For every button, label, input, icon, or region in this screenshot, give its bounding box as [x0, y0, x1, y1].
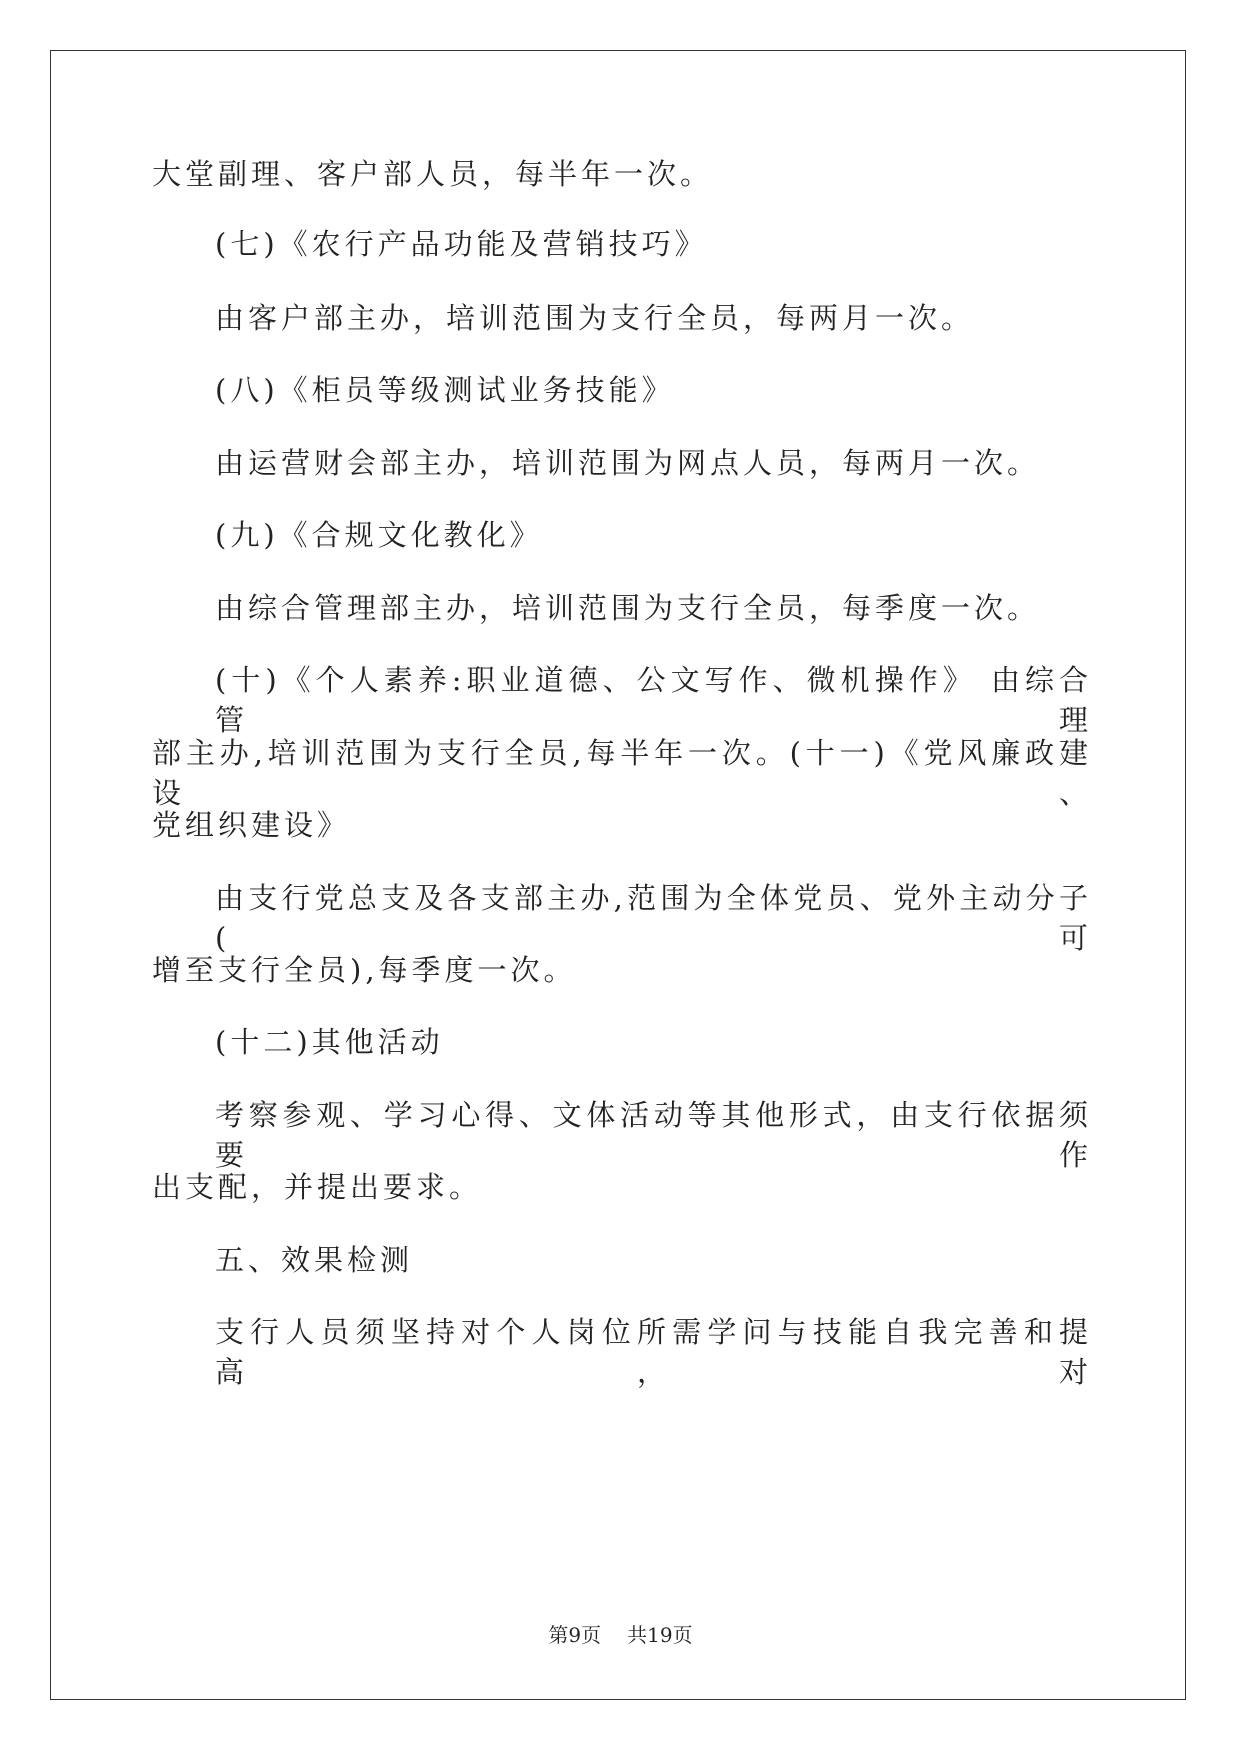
body-line-17: 支行人员须坚持对个人岗位所需学问与技能自我完善和提高，对 [215, 1315, 1092, 1389]
body-line-12: 增至支行全员),每季度一次。 [152, 953, 577, 987]
body-line-15: 出支配，并提出要求。 [152, 1170, 483, 1204]
page-total: 共19页 [627, 1623, 693, 1647]
body-line-9: 部主办,培训范围为支行全员,每半年一次。(十一)《党风廉政建设、 [152, 736, 1092, 810]
body-line-1: 大堂副理、客户部人员，每半年一次。 [152, 157, 714, 191]
body-line-3: 由客户部主办，培训范围为支行全员，每两月一次。 [215, 301, 975, 335]
page-footer [0, 1622, 1241, 1648]
body-line-7: 由综合管理部主办，培训范围为支行全员，每季度一次。 [215, 591, 1041, 625]
section-heading-12: (十二)其他活动 [215, 1025, 444, 1059]
section-heading-9: (九)《合规文化教化》 [215, 518, 543, 552]
body-line-14: 考察参观、学习心得、文体活动等其他形式，由支行依据须要作 [215, 1098, 1092, 1172]
section-heading-8: (八)《柜员等级测试业务技能》 [215, 373, 675, 407]
section-heading-10: (十)《个人素养:职业道德、公文写作、微机操作》 由综合管理 [215, 663, 1092, 737]
section-heading-5: 五、效果检测 [215, 1243, 414, 1277]
body-line-10: 党组织建设》 [152, 808, 351, 842]
page-number: 第9页 [548, 1623, 602, 1647]
section-heading-7: (七)《农行产品功能及营销技巧》 [215, 227, 708, 261]
body-line-11: 由支行党总支及各支部主办,范围为全体党员、党外主动分子(可 [215, 881, 1092, 955]
body-line-5: 由运营财会部主办，培训范围为网点人员，每两月一次。 [215, 446, 1041, 480]
